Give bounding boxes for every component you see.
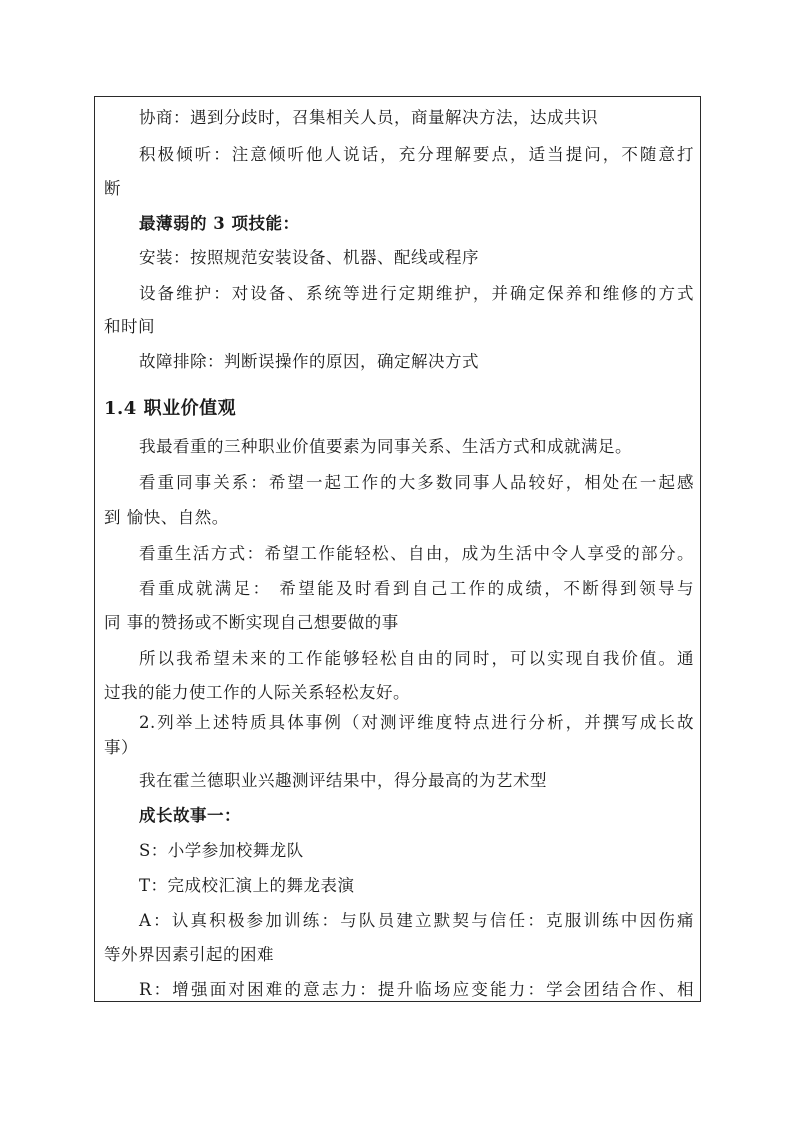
values-colleagues: 看重同事关系：希望一起工作的大多数同事人品较好，相处在一起感 bbox=[139, 473, 694, 492]
skill-negotiation: 协商：遇到分歧时，召集相关人员，商量解决方法，达成共识 bbox=[139, 108, 598, 127]
values-lifestyle: 看重生活方式：希望工作能轻松、自由，成为生活中令人享受的部分。 bbox=[139, 544, 694, 563]
story-action: A：认真积极参加训练：与队员建立默契与信任：克服训练中因伤痛 bbox=[139, 911, 694, 930]
story-task: T：完成校汇演上的舞龙表演 bbox=[139, 876, 355, 895]
skill-installation: 安装：按照规范安装设备、机器、配线或程序 bbox=[139, 248, 479, 267]
skill-equipment-maintenance: 设备维护：对设备、系统等进行定期维护，并确定保养和维修的方式 bbox=[139, 284, 694, 303]
values-conclusion: 所以我希望未来的工作能够轻松自由的同时，可以实现自我价值。通 bbox=[139, 649, 694, 668]
skill-active-listening: 积极倾听：注意倾听他人说话，充分理解要点，适当提问，不随意打 bbox=[139, 145, 694, 164]
skill-equipment-maintenance-cont: 和时间 bbox=[104, 317, 155, 336]
values-conclusion-cont: 过我的能力使工作的人际关系轻松友好。 bbox=[104, 683, 410, 702]
skill-troubleshooting: 故障排除：判断误操作的原因，确定解决方式 bbox=[139, 352, 479, 371]
question-2: 2.列举上述特质具体事例（对测评维度特点进行分析，并撰写成长故 bbox=[139, 713, 694, 732]
values-colleagues-cont: 到 愉快、自然。 bbox=[104, 508, 229, 527]
weakest-skills-heading: 最薄弱的 3 项技能： bbox=[139, 214, 300, 233]
values-summary: 我最看重的三种职业价值要素为同事关系、生活方式和成就满足。 bbox=[139, 437, 632, 456]
story-action-cont: 等外界因素引起的困难 bbox=[104, 945, 274, 964]
question-2-cont: 事） bbox=[104, 738, 138, 757]
holland-result: 我在霍兰德职业兴趣测评结果中，得分最高的为艺术型 bbox=[139, 771, 547, 790]
values-achievement-cont: 同 事的赞扬或不断实现自己想要做的事 bbox=[104, 613, 399, 632]
story-one-heading: 成长故事一： bbox=[139, 806, 241, 825]
story-result: R：增强面对困难的意志力：提升临场应变能力：学会团结合作、相 bbox=[139, 980, 694, 999]
section-heading-values: 1.4 职业价值观 bbox=[104, 398, 237, 419]
skill-active-listening-cont: 断 bbox=[104, 179, 121, 198]
story-situation: S：小学参加校舞龙队 bbox=[139, 841, 304, 860]
values-achievement: 看重成就满足： 希望能及时看到自己工作的成绩，不断得到领导与 bbox=[139, 579, 694, 598]
